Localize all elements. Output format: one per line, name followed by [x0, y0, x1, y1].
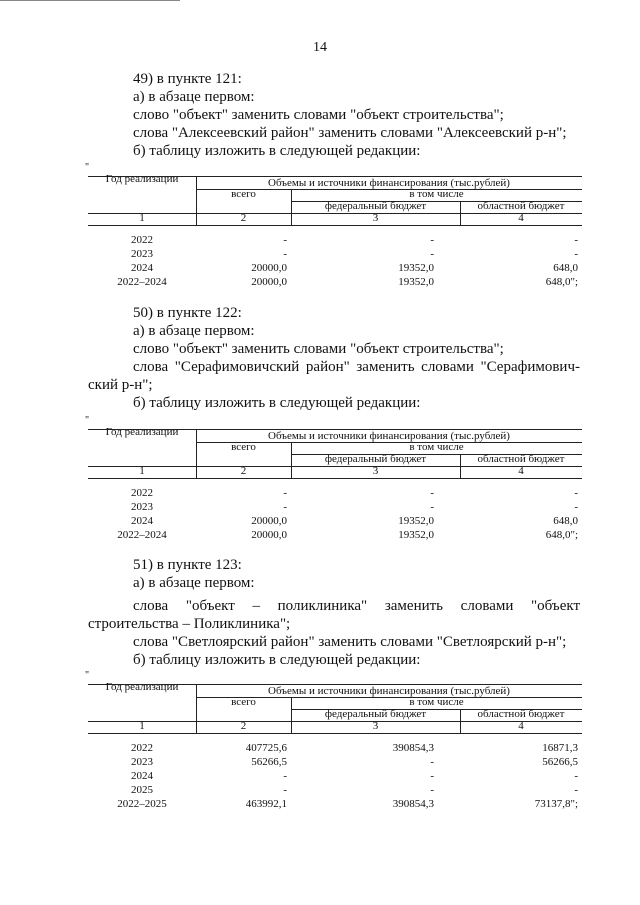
- section-line-2: слова "Серафимовичский район" заменить словами "Серафимович-: [133, 359, 580, 375]
- col-number: 1: [139, 720, 145, 732]
- col-header-year: Год реализации: [105, 173, 179, 185]
- cell-year: 2024: [131, 262, 153, 274]
- col-header-federal: федеральный бюджет: [324, 708, 427, 720]
- section-line-2: слова "Светлоярский район" заменить словами "Светлоярский р-н";: [133, 634, 567, 650]
- cell-federal: 19352,0: [398, 262, 434, 274]
- cell-year: 2022: [131, 487, 153, 499]
- col-header-regional: областной бюджет: [477, 453, 565, 465]
- cell-regional: -: [574, 248, 578, 260]
- col-number: 2: [240, 720, 247, 732]
- col-header-federal: федеральный бюджет: [324, 453, 427, 465]
- cell-year: 2024: [131, 770, 153, 782]
- top-scan-edge: [0, 0, 180, 1]
- cell-federal: 19352,0: [398, 276, 434, 288]
- section-line-1: слово "объект" заменить словами "объект строительства";: [133, 107, 504, 123]
- col-number: 2: [240, 465, 247, 477]
- cell-year: 2023: [131, 501, 153, 513]
- col-header-federal: федеральный бюджет: [324, 200, 427, 212]
- cell-regional: 648,0";: [545, 276, 578, 288]
- cell-year: 2024: [131, 515, 153, 527]
- section-line-1: слова "объект – поликлиника" заменить словами "объект: [133, 598, 580, 614]
- cell-regional: 648,0: [553, 515, 578, 527]
- cell-total: -: [283, 501, 287, 513]
- cell-total: 20000,0: [251, 276, 287, 288]
- cell-federal: -: [430, 756, 434, 768]
- cell-regional: 56266,5: [542, 756, 578, 768]
- col-header-total: всего: [231, 441, 256, 453]
- cell-regional: -: [574, 784, 578, 796]
- section-item-heading: 49) в пункте 121:: [133, 71, 242, 87]
- col-header-funding: Объемы и источники финансирования (тыс.рублей): [268, 430, 510, 442]
- cell-total: 463992,1: [245, 798, 287, 810]
- opening-quote: ": [85, 670, 90, 681]
- table-rule: [88, 478, 582, 479]
- page-number: 14: [313, 40, 327, 55]
- cell-federal: 19352,0: [398, 515, 434, 527]
- section-para-a: а) в абзаце первом:: [133, 575, 255, 591]
- funding-table: [85, 415, 582, 546]
- table-rule: [88, 225, 582, 226]
- opening-quote: ": [85, 415, 90, 426]
- cell-regional: 16871,3: [542, 742, 578, 754]
- col-header-regional: областной бюджет: [477, 708, 565, 720]
- cell-regional: 648,0: [553, 262, 578, 274]
- section-item-heading: 50) в пункте 122:: [133, 305, 242, 321]
- col-number: 3: [372, 720, 379, 732]
- section-line-2-cont: ский р-н";: [88, 377, 153, 393]
- col-header-regional: областной бюджет: [477, 200, 565, 212]
- cell-total: -: [283, 487, 287, 499]
- section-para-a: а) в абзаце первом:: [133, 89, 255, 105]
- cell-regional: -: [574, 501, 578, 513]
- cell-regional: -: [574, 770, 578, 782]
- funding-table: [85, 670, 582, 816]
- col-number: 1: [139, 212, 145, 224]
- cell-year: 2022–2024: [117, 276, 167, 288]
- section-line-2: слова "Алексеевский район" заменить словами "Алексеевский р-н";: [133, 125, 567, 141]
- cell-total: 20000,0: [251, 529, 287, 541]
- col-header-including: в том числе: [409, 441, 464, 453]
- cell-year: 2023: [131, 756, 153, 768]
- cell-federal: 390854,3: [392, 742, 434, 754]
- col-number: 1: [139, 465, 145, 477]
- col-number: 4: [518, 212, 524, 224]
- cell-total: -: [283, 770, 287, 782]
- cell-regional: -: [574, 487, 578, 499]
- col-number: 3: [372, 465, 379, 477]
- col-header-funding: Объемы и источники финансирования (тыс.рублей): [268, 177, 510, 189]
- cell-federal: -: [430, 487, 434, 499]
- cell-total: -: [283, 248, 287, 260]
- col-number: 4: [518, 465, 524, 477]
- col-header-total: всего: [231, 188, 256, 200]
- col-number: 4: [518, 720, 524, 732]
- cell-regional: 73137,8";: [534, 798, 578, 810]
- col-number: 2: [240, 212, 247, 224]
- cell-total: 56266,5: [251, 756, 287, 768]
- cell-federal: -: [430, 770, 434, 782]
- cell-total: -: [283, 784, 287, 796]
- col-header-year: Год реализации: [105, 681, 179, 693]
- opening-quote: ": [85, 162, 90, 173]
- cell-year: 2022: [131, 234, 153, 246]
- col-number: 3: [372, 212, 379, 224]
- section-line-1-cont: строительства – Поликлиника";: [88, 616, 291, 632]
- section-item-heading: 51) в пункте 123:: [133, 557, 242, 573]
- cell-year: 2022: [131, 742, 153, 754]
- cell-federal: -: [430, 234, 434, 246]
- cell-total: -: [283, 234, 287, 246]
- cell-regional: 648,0";: [545, 529, 578, 541]
- section-para-b: б) таблицу изложить в следующей редакции:: [133, 395, 421, 411]
- cell-year: 2022–2024: [117, 529, 167, 541]
- cell-total: 20000,0: [251, 262, 287, 274]
- col-header-including: в том числе: [409, 696, 464, 708]
- cell-year: 2022–2025: [117, 798, 167, 810]
- col-header-including: в том числе: [409, 188, 464, 200]
- section-para-b: б) таблицу изложить в следующей редакции:: [133, 143, 421, 159]
- cell-year: 2023: [131, 248, 153, 260]
- table-rule: [88, 733, 582, 734]
- section-para-b: б) таблицу изложить в следующей редакции:: [133, 652, 421, 668]
- cell-year: 2025: [131, 784, 153, 796]
- section-para-a: а) в абзаце первом:: [133, 323, 255, 339]
- funding-table: [85, 162, 582, 293]
- col-header-year: Год реализации: [105, 426, 179, 438]
- cell-federal: 390854,3: [392, 798, 434, 810]
- cell-federal: -: [430, 501, 434, 513]
- cell-federal: -: [430, 784, 434, 796]
- cell-regional: -: [574, 234, 578, 246]
- section-line-1: слово "объект" заменить словами "объект строительства";: [133, 341, 504, 357]
- cell-total: 20000,0: [251, 515, 287, 527]
- cell-federal: 19352,0: [398, 529, 434, 541]
- col-header-funding: Объемы и источники финансирования (тыс.рублей): [268, 685, 510, 697]
- cell-federal: -: [430, 248, 434, 260]
- col-header-total: всего: [231, 696, 256, 708]
- cell-total: 407725,6: [245, 742, 287, 754]
